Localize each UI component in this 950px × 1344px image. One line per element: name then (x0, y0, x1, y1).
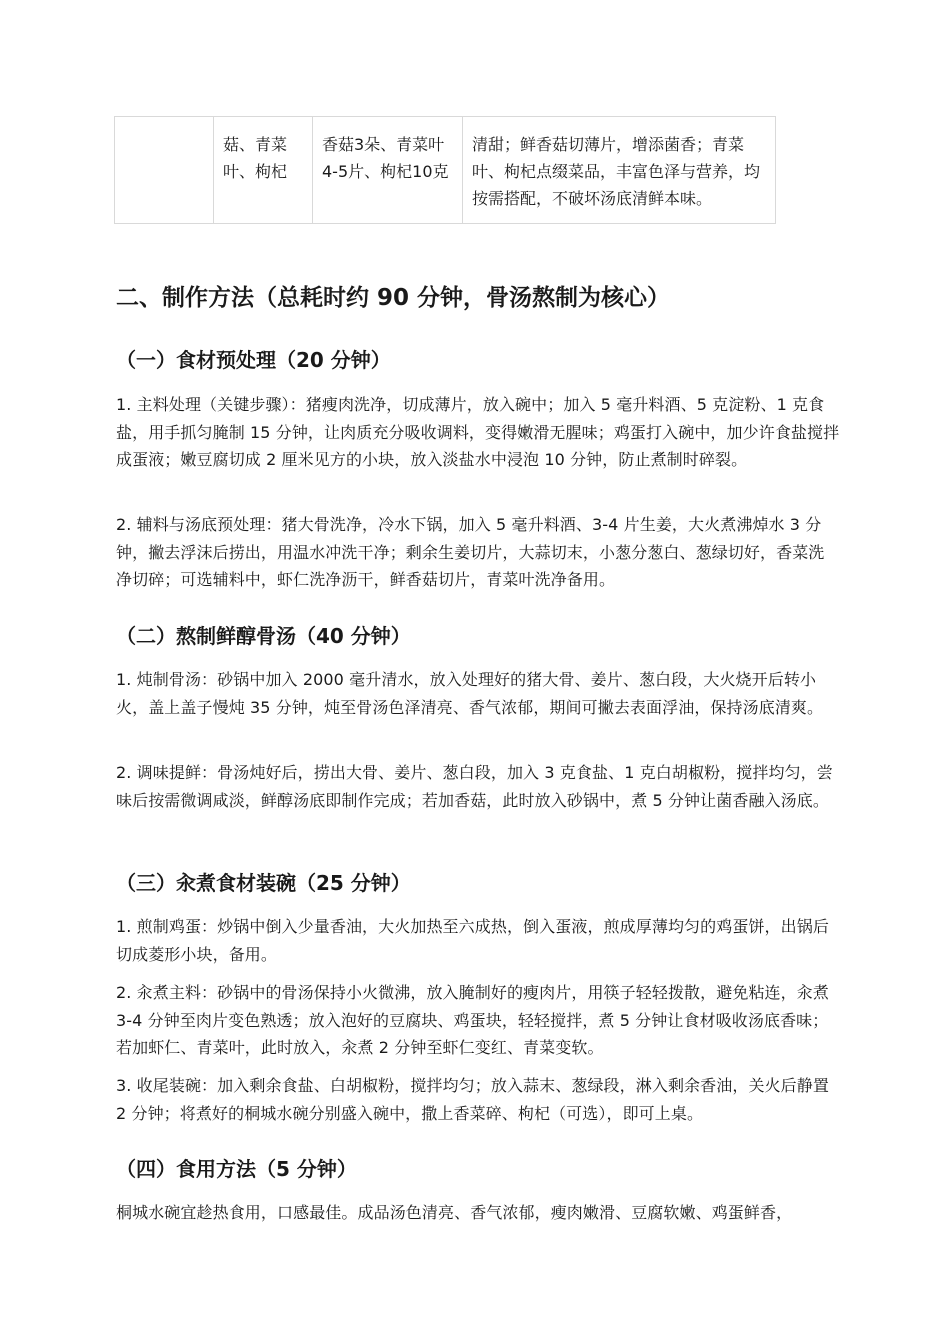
paragraph-prep-1: 1. 主料处理（关键步骤）：猪瘦肉洗净，切成薄片，放入碗中；加入 5 毫升料酒、5 克淀粉、1 克食盐，用手抓匀腌制 15 分钟，让肉质充分吸收调料，变得嫩滑无腥味；鸡蛋打入碗中，加少许食盐搅拌成蛋液；嫩豆腐切成 2 厘米见方的小块，放入淡盐水中浸泡 10 分钟，防止煮制时碎裂。 (116, 395, 840, 469)
paragraph-cook-3: 3. 收尾装碗：加入剩余食盐、白胡椒粉，搅拌均匀；放入蒜末、葱绿段，淋入剩余香油，关火后静置 2 分钟；将煮好的桐城水碗分别盛入碗中，撒上香菜碎、枸杞（可选），即可上桌。 (116, 1076, 829, 1123)
ingredients-table (114, 116, 776, 224)
paragraph-broth-2: 2. 调味提鲜：骨汤炖好后，捞出大骨、姜片、葱白段，加入 3 克食盐、1 克白胡椒粉，搅拌均匀，尝味后按需微调咸淡，鲜醇汤底即制作完成；若加香菇，此时放入砂锅中，煮 5 分钟让菌香融入汤底。 (116, 763, 833, 810)
table-cell-ingredient: 菇、青菜叶、枸杞 (214, 117, 313, 224)
section-title: 二、制作方法（总耗时约 90 分钟，骨汤熬制为核心） (116, 285, 671, 311)
subsection-title-broth: （二）熬制鲜醇骨汤（40 分钟） (116, 624, 411, 648)
table-cell-note: 清甜；鲜香菇切薄片，增添菌香；青菜叶、枸杞点缀菜品，丰富色泽与营养，均按需搭配，不破坏汤底清鲜本味。 (463, 117, 776, 224)
table-row (115, 117, 776, 224)
subsection-title-prep: （一）食材预处理（20 分钟） (116, 348, 391, 372)
paragraph-cook-2: 2. 汆煮主料：砂锅中的骨汤保持小火微沸，放入腌制好的瘦肉片，用筷子轻轻拨散，避免粘连，汆煮 3-4 分钟至肉片变色熟透；放入泡好的豆腐块、鸡蛋块，轻轻搅拌，煮 5 分钟让食材吸收汤底香味；若加虾仁、青菜叶，此时放入，汆煮 2 分钟至虾仁变红、青菜变软。 (116, 983, 829, 1057)
table-cell-quantity: 香菇3朵、青菜叶4-5片、枸杞10克 (313, 117, 463, 224)
paragraph-cook-1: 1. 煎制鸡蛋：炒锅中倒入少量香油，大火加热至六成热，倒入蛋液，煎成厚薄均匀的鸡蛋饼，出锅后切成菱形小块，备用。 (116, 917, 829, 964)
paragraph-prep-2: 2. 辅料与汤底预处理：猪大骨洗净，冷水下锅，加入 5 毫升料酒、3-4 片生姜，大火煮沸焯水 3 分钟，撇去浮沫后捞出，用温水冲洗干净；剩余生姜切片，大蒜切末，小葱分葱白、葱绿切好，香菜洗净切碎；可选辅料中，虾仁洗净沥干，鲜香菇切片，青菜叶洗净备用。 (116, 515, 825, 589)
subsection-title-serve: （四）食用方法（5 分钟） (116, 1157, 357, 1181)
paragraph-broth-1: 1. 炖制骨汤：砂锅中加入 2000 毫升清水，放入处理好的猪大骨、姜片、葱白段，大火烧开后转小火，盖上盖子慢炖 35 分钟，炖至骨汤色泽清亮、香气浓郁，期间可撇去表面浮油，保持汤底清爽。 (116, 670, 824, 717)
table-cell-category (115, 117, 214, 224)
paragraph-serve-1: 桐城水碗宜趁热食用，口感最佳。成品汤色清亮、香气浓郁，瘦肉嫩滑、豆腐软嫩、鸡蛋鲜香， (116, 1203, 793, 1222)
subsection-title-cook: （三）汆煮食材装碗（25 分钟） (116, 871, 411, 895)
